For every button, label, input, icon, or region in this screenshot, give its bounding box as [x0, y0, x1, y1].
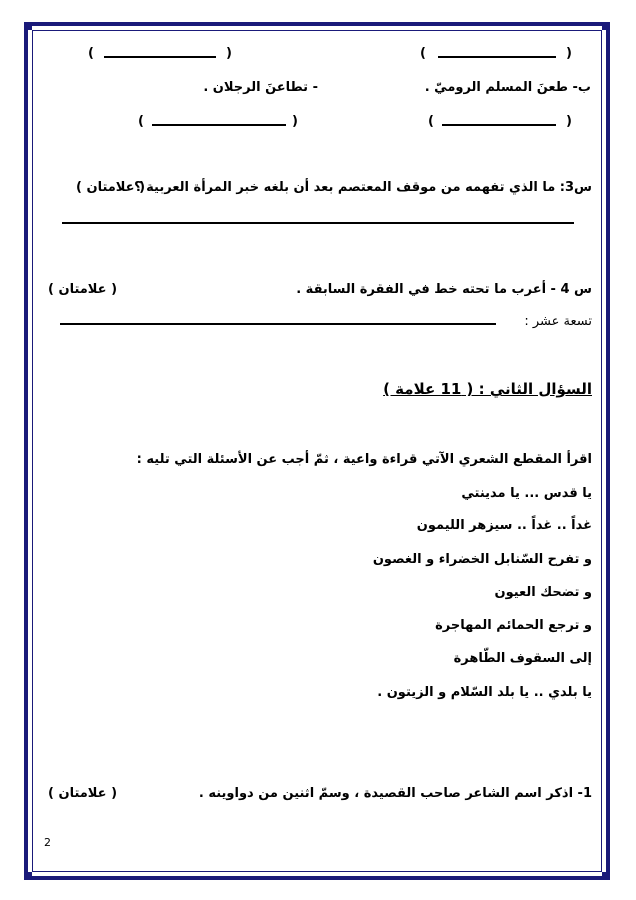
- question-1-text: 1- اذكر اسم الشاعر صاحب القصيدة ، وسمّ اثنين من دواوينه .: [198, 786, 592, 801]
- section-heading: السؤال الثاني : ( 11 علامة ): [383, 380, 592, 398]
- blank-close-paren: ): [292, 114, 298, 129]
- question-3-text: س3: ما الذي تفهمه من موقف المعتصم بعد أن بلغه خبر المرأة العربية ؟: [134, 180, 592, 195]
- item-b-text: ب- طعنَ المسلم الروميّ .: [424, 80, 591, 95]
- answer-blank-line[interactable]: [438, 56, 556, 58]
- poem-line: يا قدس ... يا مدينتي: [461, 486, 592, 501]
- poem-line: و ترجع الحمائم المهاجرة: [435, 618, 592, 633]
- page-number: 2: [44, 836, 51, 849]
- answer-line[interactable]: [62, 222, 574, 224]
- blank-close-paren: ): [566, 114, 572, 129]
- item-c-text: - تطاعنَ الرجلان .: [203, 80, 318, 95]
- question-4-text: س 4 - أعرب ما تحته خط في الفقرة السابقة .: [296, 282, 592, 297]
- question-1-marks: ( علامتان ): [48, 786, 118, 801]
- poem-line: غداً .. غداً .. سيزهر الليمون: [416, 518, 592, 533]
- poem-instruction: اقرأ المقطع الشعري الآتي قراءة واعية ، ثمّ أجب عن الأسئلة التي تليه :: [136, 452, 592, 467]
- blank-close-paren: ): [226, 46, 232, 61]
- blank-open-paren: (: [428, 114, 434, 129]
- answer-line[interactable]: [60, 323, 496, 325]
- question-4-marks: ( علامتان ): [48, 282, 118, 297]
- border-corner: [24, 22, 32, 30]
- border-corner: [24, 872, 32, 880]
- answer-blank-line[interactable]: [442, 124, 556, 126]
- blank-open-paren: (: [420, 46, 426, 61]
- answer-prompt: تسعة عشر :: [524, 314, 592, 329]
- answer-blank-line[interactable]: [152, 124, 286, 126]
- blank-close-paren: ): [566, 46, 572, 61]
- page-border-inner: [32, 30, 602, 872]
- poem-line: يا بلدي .. يا بلد السّلام و الزيتون .: [377, 685, 592, 700]
- poem-line: إلى السقوف الطّاهرة: [453, 651, 592, 666]
- border-corner: [602, 872, 610, 880]
- question-3-marks: ( علامتان ): [76, 180, 146, 195]
- poem-line: و تضحك العيون: [494, 585, 592, 600]
- border-corner: [602, 22, 610, 30]
- blank-open-paren: (: [88, 46, 94, 61]
- answer-blank-line[interactable]: [104, 56, 216, 58]
- blank-open-paren: (: [138, 114, 144, 129]
- poem-line: و تفرح السّنابل الخضراء و الغصون: [372, 552, 592, 567]
